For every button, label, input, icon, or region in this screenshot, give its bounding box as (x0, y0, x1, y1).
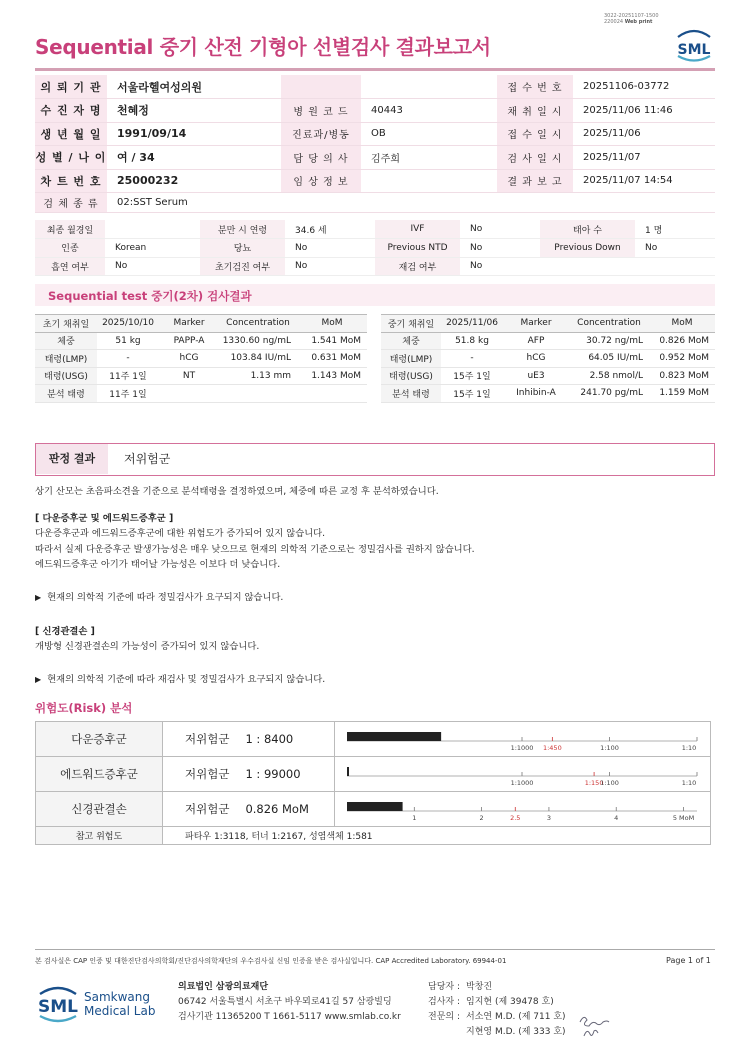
gauge-tick-label: 1:1000 (510, 779, 534, 787)
clinical-row (35, 220, 715, 239)
clinical-value: Korean (105, 239, 200, 258)
clinical-value: 1 명 (635, 220, 715, 239)
clinical-label: 재검 여부 (375, 257, 460, 276)
first-trimester-rows (35, 315, 367, 403)
info-label: 성 별 / 나 이 (35, 146, 107, 170)
result-row (35, 367, 367, 385)
clinical-value: No (460, 239, 540, 258)
down-line: 따라서 실제 다운증후군 발생가능성은 매우 낮으므로 현재의 의학적 기준으로는 정밀검사를 권하지 않습니다. (35, 543, 475, 555)
clinical-label: 인종 (35, 239, 105, 258)
gauge-tick-label: 4 (614, 814, 619, 822)
clinical-value: No (105, 257, 200, 276)
corporation-contact: 검사기관 11365200 T 1661-5117 www.smlab.co.kr (178, 1012, 401, 1022)
info-value: 김주희 (361, 146, 497, 170)
result-value: hCG (159, 350, 219, 368)
staff-name: 박창진 (466, 982, 493, 992)
info-value: 1991/09/14 (107, 122, 281, 146)
result-value: 11주 1일 (97, 385, 159, 403)
gauge-tick-label: 1:150 (584, 779, 604, 787)
result-header-cell: 초기 채취일 (35, 315, 97, 333)
risk-gauge (335, 757, 707, 788)
clinical-value (105, 220, 200, 239)
result-header-cell: Marker (159, 315, 219, 333)
info-label: 검 사 일 시 (497, 146, 573, 170)
gauge-tick-label: 1:100 (600, 779, 619, 787)
info-value (361, 169, 497, 193)
result-value: 15주 1일 (441, 367, 503, 385)
result-label: 분석 태령 (35, 385, 97, 403)
result-value: 1330.60 ng/mL (219, 332, 297, 350)
clinical-label: 흡연 여부 (35, 257, 105, 276)
staff-role: 담당자 : (428, 982, 460, 992)
triangle-icon: ▶ (35, 675, 42, 684)
intro-text: 상기 산모는 초음파소견을 기준으로 분석태령을 결정하였으며, 체중에 따른 교정 후 분석하였습니다. (35, 486, 439, 497)
ntd-section (35, 624, 259, 655)
info-value: 천혜정 (107, 99, 281, 123)
clinical-empty (540, 257, 635, 276)
clinical-empty (635, 257, 715, 276)
result-header-row (35, 315, 367, 333)
down-edwards-title: [ 다운증후군 및 에드워드증후군 ] (35, 513, 174, 524)
risk-group (163, 722, 335, 757)
staff-name: 지현영 M.D. (제 333 호) (466, 1027, 566, 1037)
page-number: Page 1 of 1 (666, 956, 711, 965)
specimen-value: 02:SST Serum (107, 193, 715, 213)
info-label: 병 원 코 드 (281, 99, 361, 123)
report-reference-code (604, 13, 694, 25)
risk-gauge (335, 722, 707, 753)
reference-risk-label: 참고 위험도 (36, 827, 163, 845)
risk-row (36, 722, 711, 757)
down-line: 다운증후군과 에드워드증후군에 대한 위험도가 증가되어 있지 않습니다. (35, 528, 326, 540)
result-header-cell: MoM (297, 315, 367, 333)
result-value: 0.823 MoM (649, 367, 715, 385)
info-label: 결 과 보 고 (497, 169, 573, 193)
result-value: hCG (503, 350, 569, 368)
info-label: 차 트 번 호 (35, 169, 107, 193)
result-value: 1.143 MoM (297, 367, 367, 385)
result-row (35, 385, 367, 403)
judgement-box (35, 443, 715, 476)
result-value: - (97, 350, 159, 368)
info-label: 임 상 정 보 (281, 169, 361, 193)
risk-gauge (335, 792, 707, 823)
info-label: 수 진 자 명 (35, 99, 107, 123)
result-header-cell: Concentration (219, 315, 297, 333)
risk-value: 1 : 8400 (245, 732, 294, 746)
risk-value: 0.826 MoM (245, 802, 309, 816)
result-label: 태령(LMP) (35, 350, 97, 368)
ntd-line: 개방형 신경관결손의 가능성이 증가되어 있지 않습니다. (35, 641, 260, 653)
clinical-label: 분만 시 연령 (200, 220, 285, 239)
info-value: 2025/11/06 (573, 122, 715, 146)
gauge-tick-label: 2 (479, 814, 484, 822)
clinical-label: Previous NTD (375, 239, 460, 258)
ntd-title: [ 신경관결손 ] (35, 626, 95, 637)
clinical-row (35, 239, 715, 258)
result-label: 태령(USG) (381, 367, 441, 385)
result-header-cell: 2025/10/10 (97, 315, 159, 333)
risk-name: 에드워드증후군 (36, 757, 163, 792)
judgement-value: 저위험군 (124, 452, 171, 466)
specimen-row (35, 193, 715, 213)
clinical-label: 최종 월경일 (35, 220, 105, 239)
logo-text: SML (677, 42, 711, 58)
sml-logo-icon (672, 27, 716, 63)
clinical-value: No (460, 257, 540, 276)
result-value: 0.631 MoM (297, 350, 367, 368)
ntd-conclusion-text: 현재의 의학적 기준에 따라 재검사 및 정밀검사가 요구되지 않습니다. (47, 674, 326, 685)
risk-name: 신경관결손 (36, 792, 163, 827)
clinical-label: 태아 수 (540, 220, 635, 239)
clinical-label: 초기검진 여부 (200, 257, 285, 276)
title-divider (35, 68, 715, 71)
risk-rows (36, 722, 711, 827)
risk-group-label: 저위험군 (185, 767, 230, 781)
gauge-tick-label: 5 MoM (672, 814, 695, 822)
reference-risk-value: 파타우 1:3118, 터너 1:2167, 성염색체 1:581 (163, 827, 711, 845)
specimen-label: 검 체 종 류 (35, 193, 107, 213)
info-value: 2025/11/07 (573, 146, 715, 170)
result-section-title: Sequential test 중기(2차) 검사결과 (48, 289, 252, 303)
info-value (361, 75, 497, 99)
gauge-tick-label: 3 (546, 814, 551, 822)
risk-gauge-cell (335, 722, 711, 757)
info-value: 20251106-03772 (573, 75, 715, 99)
down-edwards-section (35, 511, 475, 572)
clinical-value: No (285, 257, 375, 276)
lab-name-line-1: Samkwang (84, 990, 150, 1004)
result-label: 분석 태령 (381, 385, 441, 403)
result-value: 64.05 IU/mL (569, 350, 649, 368)
result-header-cell: 중기 채취일 (381, 315, 441, 333)
first-trimester-table (35, 314, 367, 403)
result-value: PAPP-A (159, 332, 219, 350)
risk-analysis-title: 위험도(Risk) 분석 (35, 701, 133, 715)
result-value (297, 385, 367, 403)
result-row (35, 332, 367, 350)
risk-value: 1 : 99000 (245, 767, 301, 781)
info-value: 서울라헬여성의원 (107, 75, 281, 99)
info-value: 2025/11/07 14:54 (573, 169, 715, 193)
gauge-tick-label: 1:100 (600, 744, 619, 752)
result-value: 51 kg (97, 332, 159, 350)
result-value: Inhibin-A (503, 385, 569, 403)
second-trimester-table (381, 314, 715, 403)
result-row (35, 350, 367, 368)
clinical-label: Previous Down (540, 239, 635, 258)
corporation-address: 06742 서울특별시 서초구 바우뫼로41길 57 삼광빌딩 (178, 997, 392, 1007)
result-row (381, 385, 715, 403)
clinical-value: No (635, 239, 715, 258)
risk-row (36, 792, 711, 827)
result-value: 30.72 ng/mL (569, 332, 649, 350)
staff-row (428, 980, 566, 995)
staff-role: 검사자 : (428, 997, 460, 1007)
patient-info-row (35, 146, 715, 170)
result-value: 103.84 IU/mL (219, 350, 297, 368)
result-label: 태령(LMP) (381, 350, 441, 368)
result-header-cell: Concentration (569, 315, 649, 333)
result-row (381, 350, 715, 368)
corporation-info (178, 980, 401, 1025)
reference-code-number: 220024 (604, 19, 624, 25)
gauge-tick-label: 1:1000 (510, 744, 534, 752)
down-line: 에드워드증후군 아기가 태어날 가능성은 이보다 더 낮습니다. (35, 558, 281, 570)
staff-role (428, 1025, 466, 1040)
result-header-row (381, 315, 715, 333)
web-print-label: Web print (624, 19, 653, 25)
result-value: NT (159, 367, 219, 385)
risk-group-label: 저위험군 (185, 802, 230, 816)
clinical-label: IVF (375, 220, 460, 239)
info-label: 접 수 일 시 (497, 122, 573, 146)
info-label: 접 수 번 호 (497, 75, 573, 99)
info-value: 25000232 (107, 169, 281, 193)
info-label: 의 뢰 기 관 (35, 75, 107, 99)
result-header-cell: MoM (649, 315, 715, 333)
patient-info-row (35, 75, 715, 99)
result-value: 241.70 pg/mL (569, 385, 649, 403)
patient-info-row (35, 99, 715, 123)
samkwang-logo-icon (36, 982, 156, 1026)
patient-info-row (35, 169, 715, 193)
info-value: 40443 (361, 99, 497, 123)
staff-row (428, 1025, 566, 1040)
result-value: 1.159 MoM (649, 385, 715, 403)
clinical-value: No (285, 239, 375, 258)
info-label: 생 년 월 일 (35, 122, 107, 146)
risk-bar (347, 732, 441, 741)
risk-analysis-table (35, 721, 711, 845)
info-label: 진료과/병동 (281, 122, 361, 146)
corporation-name: 의료법인 삼광의료재단 (178, 982, 269, 992)
risk-row (36, 757, 711, 792)
info-label: 채 취 일 시 (497, 99, 573, 123)
judgement-label: 판정 결과 (36, 444, 108, 474)
info-value: 여 / 34 (107, 146, 281, 170)
staff-row (428, 995, 566, 1010)
patient-info-row (35, 122, 715, 146)
gauge-tick-label: 1 (412, 814, 417, 822)
reference-code-line-2 (604, 19, 694, 25)
result-value: 0.826 MoM (649, 332, 715, 350)
result-value: 15주 1일 (441, 385, 503, 403)
report-title: Sequential 중기 산전 기형아 선별검사 결과보고서 (35, 35, 491, 59)
result-header-cell: 2025/11/06 (441, 315, 503, 333)
result-label: 태령(USG) (35, 367, 97, 385)
result-value (159, 385, 219, 403)
risk-group (163, 757, 335, 792)
result-value: 51.8 kg (441, 332, 503, 350)
info-value: 2025/11/06 11:46 (573, 99, 715, 123)
ntd-conclusion (35, 672, 325, 687)
reference-code-line: 3022-20251107-1500 (604, 13, 659, 19)
staff-name: 서소연 M.D. (제 711 호) (466, 1012, 566, 1022)
clinical-label: 당뇨 (200, 239, 285, 258)
staff-info (428, 980, 566, 1040)
result-label: 체중 (381, 332, 441, 350)
signature-icon (578, 1010, 614, 1042)
result-header-cell: Marker (503, 315, 569, 333)
clinical-info-table (35, 220, 715, 276)
result-value: - (441, 350, 503, 368)
result-value: 1.541 MoM (297, 332, 367, 350)
gauge-tick-label: 1:450 (542, 744, 562, 752)
risk-bar (347, 802, 403, 811)
info-label (281, 75, 361, 99)
staff-role: 전문의 : (428, 1012, 460, 1022)
result-value: 1.13 mm (219, 367, 297, 385)
result-value: 0.952 MoM (649, 350, 715, 368)
clinical-value: No (460, 220, 540, 239)
result-value (219, 385, 297, 403)
result-value: AFP (503, 332, 569, 350)
patient-info-table (35, 75, 715, 213)
result-label: 체중 (35, 332, 97, 350)
result-value: 2.58 nmol/L (569, 367, 649, 385)
footer-divider (35, 949, 715, 950)
triangle-icon: ▶ (35, 593, 42, 602)
staff-name: 임지현 (제 39478 호) (466, 997, 554, 1007)
risk-gauge-cell (335, 792, 711, 827)
risk-group-label: 저위험군 (185, 732, 230, 746)
risk-bar (347, 767, 349, 776)
gauge-tick-label: 1:10 (681, 744, 697, 752)
risk-group (163, 792, 335, 827)
risk-gauge-cell (335, 757, 711, 792)
result-value: 11주 1일 (97, 367, 159, 385)
result-row (381, 332, 715, 350)
lab-name-line-2: Medical Lab (84, 1004, 156, 1018)
gauge-tick-label: 2.5 (510, 814, 521, 822)
footer-logo-text: SML (38, 997, 78, 1017)
down-conclusion-text: 현재의 의학적 기준에 따라 정밀검사가 요구되지 않습니다. (47, 592, 284, 603)
info-value: OB (361, 122, 497, 146)
result-row (381, 367, 715, 385)
clinical-row (35, 257, 715, 276)
staff-row (428, 1010, 566, 1025)
risk-name: 다운증후군 (36, 722, 163, 757)
down-conclusion (35, 590, 283, 605)
accreditation-note: 본 검사실은 CAP 인증 및 대한진단검사의학회/진단검사의학재단의 우수검사실 신임 인증을 받은 검사실입니다. CAP Accredited Laboratory. 69944-01 (35, 957, 507, 965)
gauge-tick-label: 1:10 (681, 779, 697, 787)
second-trimester-rows (381, 315, 715, 403)
clinical-value: 34.6 세 (285, 220, 375, 239)
reference-risk-row (36, 827, 711, 845)
patient-info-rows (35, 75, 715, 193)
info-label: 담 당 의 사 (281, 146, 361, 170)
result-value: uE3 (503, 367, 569, 385)
clinical-info-rows (35, 220, 715, 276)
